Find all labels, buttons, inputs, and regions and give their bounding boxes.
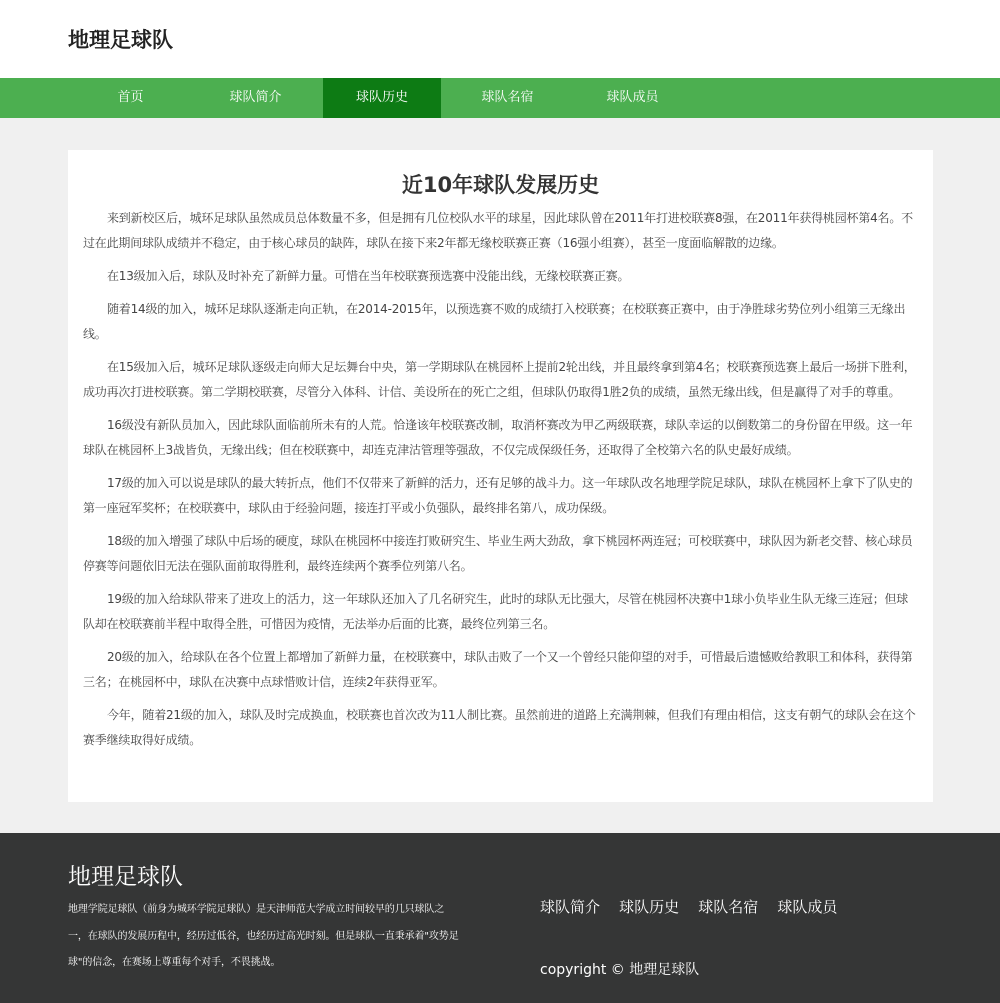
site-title[interactable]: 地理足球队	[68, 28, 173, 52]
history-paragraph: 20级的加入，给球队在各个位置上都增加了新鲜力量，在校联赛中，球队击败了一个又一个曾经只能仰望的对手，可惜最后遗憾败给教职工和体科，获得第三名；在桃园杯中，球队在决赛中点球惜败计信，连续2年获得亚军。	[83, 650, 913, 689]
article-body	[83, 206, 916, 761]
history-paragraph: 今年，随着21级的加入，球队及时完成换血，校联赛也首次改为11人制比赛。虽然前进的道路上充满荆棘，但我们有理由相信，这支有朝气的球队会在这个赛季继续取得好成绩。	[83, 708, 916, 747]
nav-item-team-history[interactable]: 球队历史	[323, 78, 441, 118]
history-paragraph: 来到新校区后，城环足球队虽然成员总体数量不多，但是拥有几位校队水平的球星，因此球队曾在2011年打进校联赛8强，在2011年获得桃园杯第4名。不过在此期间球队成绩并不稳定，由于核心球员的缺阵，球队在接下来2年都无缘校联赛正赛（16强小组赛），甚至一度面临解散的边缘。	[83, 211, 913, 250]
footer-link-team-legends[interactable]: 球队名宿	[698, 898, 759, 916]
history-paragraph: 16级没有新队员加入，因此球队面临前所未有的人荒。恰逢该年校联赛改制，取消杯赛改为甲乙两级联赛，球队幸运的以倒数第二的身份留在甲级。这一年球队在桃园杯上3战皆负，无缘出线；但在校联赛中，却连克津沽管理等强敌，不仅完成保级任务，还取得了全校第六名的队史最好成绩。	[83, 418, 913, 457]
history-paragraph: 17级的加入可以说是球队的最大转折点，他们不仅带来了新鲜的活力，还有足够的战斗力。这一年球队改名地理学院足球队，球队在桃园杯上拿下了队史的第一座冠军奖杯；在校联赛中，球队由于经验问题，接连打平或小负强队，最终排名第八，成功保级。	[83, 476, 913, 515]
nav-item-home[interactable]: 首页	[117, 90, 144, 105]
history-paragraph: 随着14级的加入，城环足球队逐渐走向正轨，在2014-2015年，以预选赛不败的成绩打入校联赛；在校联赛正赛中，由于净胜球劣势位列小组第三无缘出线。	[83, 302, 906, 341]
footer-link-team-members[interactable]: 球队成员	[777, 898, 838, 916]
footer-description: 地理学院足球队（前身为城环学院足球队）是天津师范大学成立时间较早的几只球队之一，在球队的发展历程中，经历过低谷，也经历过高光时刻。但是球队一直秉承着"攻势足球"的信念，在赛场上尊重每个对手，不畏挑战。	[68, 904, 459, 968]
nav-item-team-intro[interactable]: 球队简介	[229, 90, 282, 105]
main-nav	[0, 78, 1000, 118]
history-paragraph: 19级的加入给球队带来了进攻上的活力，这一年球队还加入了几名研究生，此时的球队无比强大，尽管在桃园杯决赛中1球小负毕业生队无缘三连冠；但球队却在校联赛前半程中取得全胜，可惜因为疫情，无法举办后面的比赛，最终位列第三名。	[83, 592, 909, 631]
footer-links	[540, 895, 851, 919]
footer-link-team-intro[interactable]: 球队简介	[540, 898, 601, 916]
copyright-text: copyright © 地理足球队	[540, 962, 700, 978]
site-header	[0, 0, 1000, 78]
nav-item-team-members[interactable]: 球队成员	[606, 90, 659, 105]
article-title: 近10年球队发展历史	[401, 173, 600, 197]
history-paragraph: 在15级加入后，城环足球队逐级走向师大足坛舞台中央，第一学期球队在桃园杯上提前2轮出线，并且最终拿到第4名；校联赛预选赛上最后一场拼下胜利，成功再次打进校联赛。第二学期校联赛，尽管分入体科、计信、美设所在的死亡之组，但球队仍取得1胜2负的成绩，虽然无缘出线，但是赢得了对手的尊重。	[83, 360, 916, 399]
history-paragraph: 18级的加入增强了球队中后场的硬度，球队在桃园杯中接连打败研究生、毕业生两大劲敌，拿下桃园杯两连冠；可校联赛中，球队因为新老交替、核心球员停赛等问题依旧无法在强队面前取得胜利，最终连续两个赛季位列第八名。	[83, 534, 913, 573]
footer-link-team-history[interactable]: 球队历史	[619, 898, 680, 916]
article-card	[68, 150, 933, 802]
footer-title: 地理足球队	[68, 864, 183, 890]
history-paragraph: 在13级加入后，球队及时补充了新鲜力量。可惜在当年校联赛预选赛中没能出线，无缘校联赛正赛。	[107, 269, 630, 283]
site-footer	[0, 833, 1000, 1003]
nav-item-team-legends[interactable]: 球队名宿	[481, 90, 534, 105]
